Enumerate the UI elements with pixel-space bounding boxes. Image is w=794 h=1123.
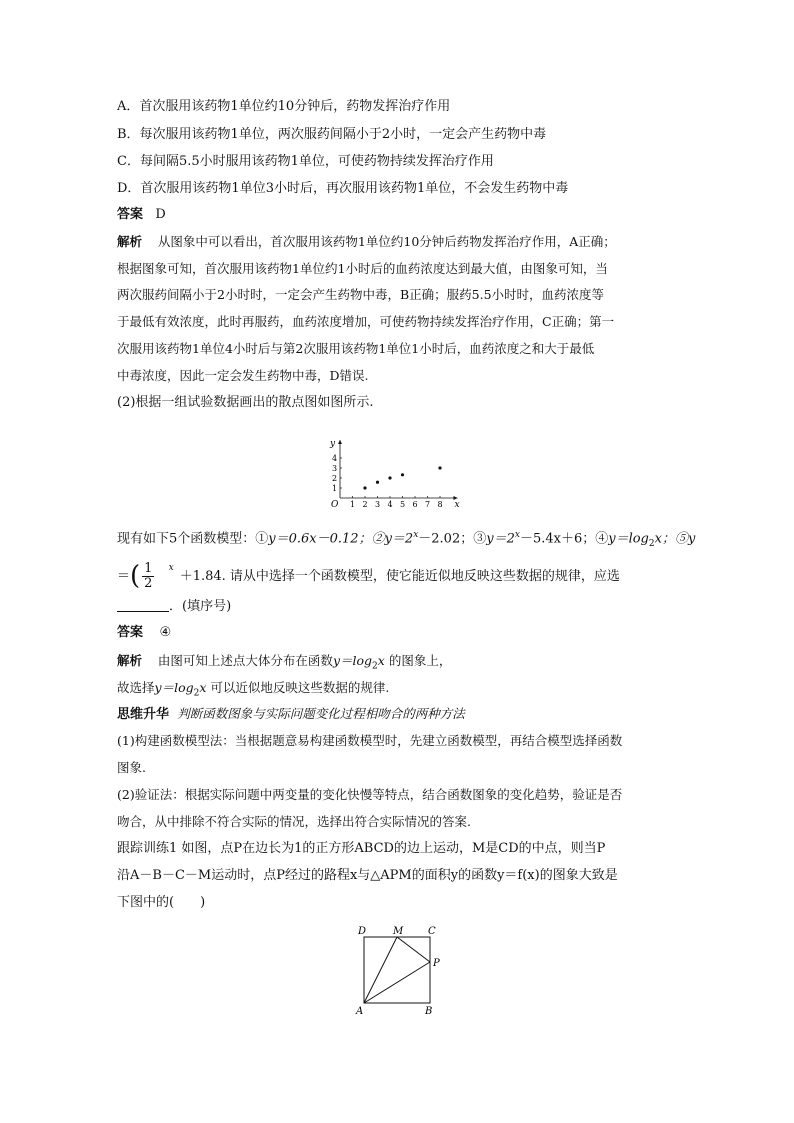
think-heading: 思维升华 判断函数图象与实际问题变化过程相吻合的两种方法 bbox=[117, 706, 465, 722]
scatter-plot bbox=[318, 418, 468, 518]
analysis-1-line-5: 次服用该药物1单位4小时后与第2次服用该药物1单位1小时后，血药浓度之和大于最低 bbox=[117, 341, 595, 356]
scatter-point bbox=[376, 481, 379, 484]
label-c: C bbox=[428, 926, 436, 937]
fraction: $\frac{1}{2}$ bbox=[144, 561, 153, 591]
think-p2-line-2: 吻合，从中排除不符合实际的情况，选择出符合实际情况的答案. bbox=[117, 814, 471, 829]
x-tick-label: 5 bbox=[400, 500, 406, 509]
option-a: A．首次服用该药物1单位约10分钟后，药物发挥治疗作用 bbox=[117, 99, 451, 114]
y-tick-label: 1 bbox=[332, 484, 338, 493]
analysis-label: 解析 bbox=[117, 234, 143, 249]
scatter-point bbox=[363, 486, 366, 489]
training-line-1: 跟踪训练1 如图，点P在边长为1的正方形ABCD的边上运动，M是CD的中点，则当P bbox=[117, 841, 606, 856]
label-a: A bbox=[356, 1006, 364, 1017]
y-tick-label: 2 bbox=[332, 474, 338, 483]
scatter-point bbox=[438, 466, 441, 469]
x-tick-label: 6 bbox=[412, 500, 418, 509]
analysis-1-line-2: 根据图象可知，首次服用该药物1单位约1小时后的血药浓度达到最大值，由图象可知，当 bbox=[117, 261, 608, 276]
answer-1 bbox=[117, 205, 166, 225]
answer-blank[interactable] bbox=[117, 597, 169, 612]
fraction-line: ＝( $\frac{1}{2}$ $^x$＋1.84. 请从中选择一个函数模型，使它能近似地反映这些数据的规律，应选 bbox=[117, 561, 620, 591]
answer-2: 答案 ④ bbox=[117, 625, 172, 640]
models-line: 现有如下5个函数模型：①y＝0.6x－0.12；$②y=2^x-2.02$；$③y=2^x-5.4x+6$；$④y=\log_2x$；⑤y bbox=[117, 530, 696, 549]
fill-blank-line: ．(填序号) bbox=[117, 597, 231, 617]
answer-label: 答案 bbox=[117, 207, 144, 222]
y-tick-label: 4 bbox=[332, 454, 338, 463]
x-tick-label: 4 bbox=[387, 500, 393, 509]
analysis-1-line-6: 中毒浓度，因此一定会发生药物中毒，D错误. bbox=[117, 368, 369, 383]
answer-value: D bbox=[155, 207, 166, 222]
think-p2-line-1: (2)验证法：根据实际问题中两变量的变化快慢等特点，结合函数图象的变化趋势，验证是否 bbox=[117, 787, 623, 802]
x-tick-label: 2 bbox=[362, 500, 368, 509]
origin-label: O bbox=[331, 500, 339, 510]
option-d: D．首次服用该药物1单位3小时后，再次服用该药物1单位，不会发生药物中毒 bbox=[117, 181, 569, 196]
x-tick-label: 1 bbox=[350, 500, 356, 509]
y-axis-label: y bbox=[330, 439, 336, 449]
y-axis-arrow bbox=[338, 440, 342, 444]
segment-mp bbox=[397, 937, 430, 962]
x-tick-label: 7 bbox=[425, 500, 431, 509]
training-line-2: 沿A－B－C－M运动时，点P经过的路程x与△APM的面积y的函数y＝f(x)的图象大致是 bbox=[117, 868, 618, 883]
analysis-2-line-2: 故选择$y=\log_2x$ 可以近似地反映这些数据的规律. bbox=[117, 680, 390, 699]
scatter-point bbox=[401, 473, 404, 476]
square-abcd bbox=[364, 937, 430, 1003]
square-figure bbox=[350, 922, 450, 1017]
label-p: P bbox=[433, 958, 440, 969]
analysis-1-line-1: 解析 从图象中可以看出，首次服用该药物1单位约10分钟后药物发挥治疗作用，A正确； bbox=[117, 234, 616, 249]
analysis-1-line-3: 两次服药间隔小于2小时时，一定会产生药物中毒，B正确；服药5.5小时时，血药浓度等 bbox=[117, 287, 605, 302]
x-axis-label: x bbox=[454, 500, 460, 510]
option-b: B．每次服用该药物1单位，两次服药间隔小于2小时，一定会产生药物中毒 bbox=[117, 127, 547, 142]
analysis-2-line-1: 解析 由图可知上述点大体分布在函数$y=\log_2x$ 的图象上， bbox=[117, 653, 452, 672]
y-tick-label: 3 bbox=[332, 464, 338, 473]
think-p1-line-1: (1)构建函数模型法：当根据题意易构建函数模型时，先建立函数模型，再结合模型选择函数 bbox=[117, 733, 623, 748]
x-tick-label: 8 bbox=[437, 500, 443, 509]
scatter-point bbox=[388, 476, 391, 479]
label-m: M bbox=[393, 926, 404, 937]
option-c: C．每间隔5.5小时服用该药物1单位，可使药物持续发挥治疗作用 bbox=[117, 154, 494, 169]
left-paren: ( bbox=[130, 561, 141, 591]
training-line-3: 下图中的( ) bbox=[117, 895, 206, 910]
x-tick-label: 3 bbox=[375, 500, 381, 509]
analysis-1-line-4: 于最低有效浓度，此时再服药，血药浓度增加，可使药物持续发挥治疗作用，C正确；第一 bbox=[117, 314, 615, 329]
label-d: D bbox=[358, 926, 367, 937]
think-p1-line-2: 图象. bbox=[117, 760, 146, 775]
label-b: B bbox=[425, 1006, 433, 1017]
question-2-intro: (2)根据一组试验数据画出的散点图如图所示. bbox=[117, 395, 374, 410]
